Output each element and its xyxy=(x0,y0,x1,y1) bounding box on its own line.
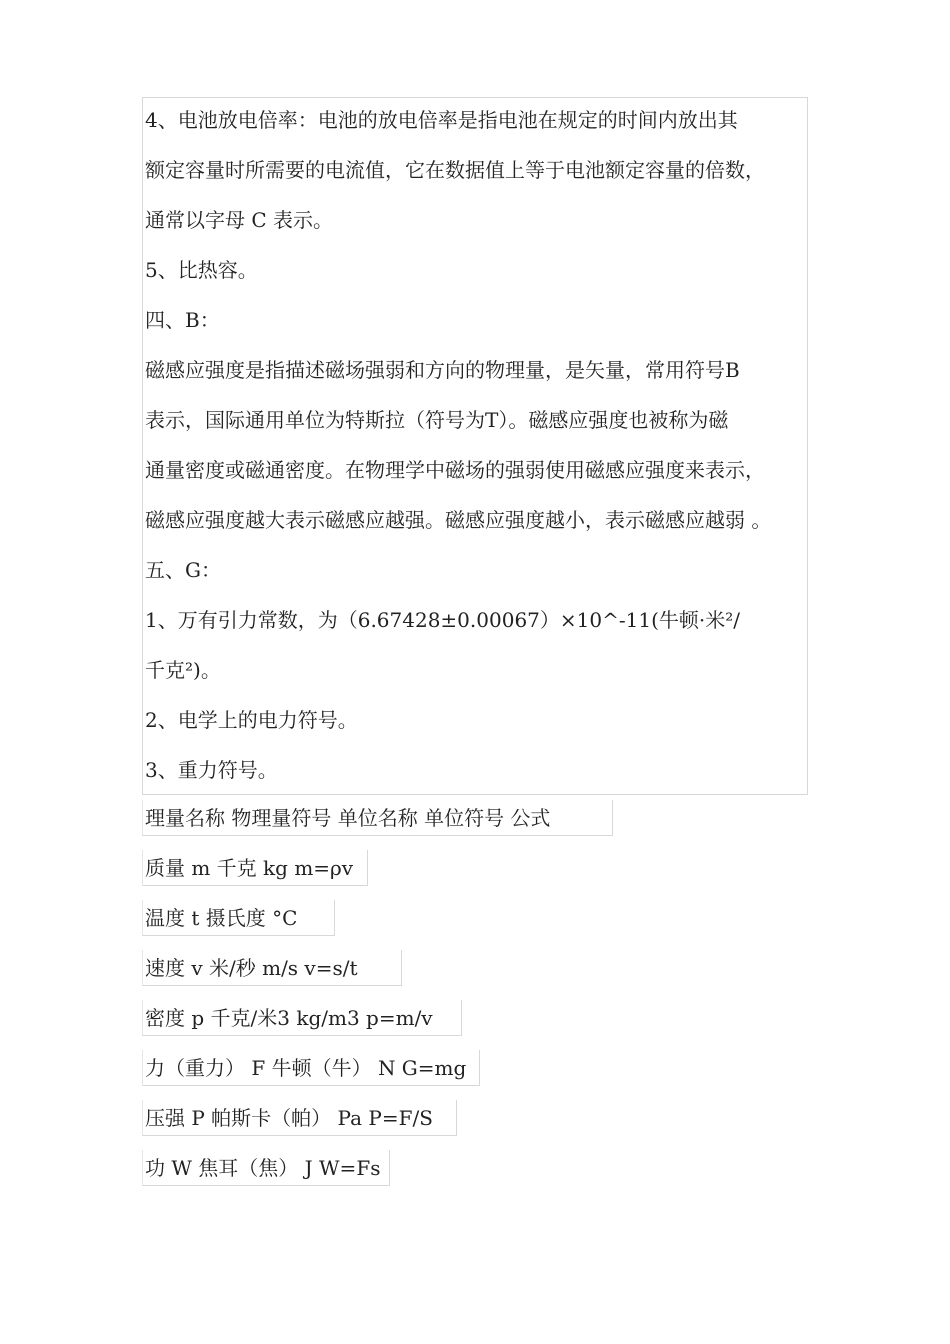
paragraph-line: 5、比热容。 xyxy=(145,258,258,282)
paragraph-line: 磁感应强度是指描述磁场强弱和方向的物理量，是矢量，常用符号B xyxy=(145,358,740,382)
paragraph-line: 3、重力符号。 xyxy=(145,758,278,782)
paragraph-line: 通常以字母 C 表示。 xyxy=(145,208,334,232)
table-row: 速度 v 米/秒 m/s v=s/t xyxy=(145,956,358,980)
paragraph-line: 2、电学上的电力符号。 xyxy=(145,708,358,732)
table-row: 温度 t 摄氏度 °C xyxy=(145,906,298,930)
table-row: 密度 p 千克/米3 kg/m3 p=m/v xyxy=(145,1006,433,1030)
table-row: 压强 P 帕斯卡（帕） Pa P=F/S xyxy=(145,1106,433,1130)
table-row: 质量 m 千克 kg m=ρv xyxy=(145,856,354,880)
table-row: 力（重力） F 牛顿（牛） N G=mg xyxy=(145,1056,467,1080)
paragraph-line: 1、万有引力常数，为（6.67428±0.00067）×10^-11(牛顿·米²/ xyxy=(145,608,740,632)
paragraph-line: 通量密度或磁通密度。在物理学中磁场的强弱使用磁感应强度来表示， xyxy=(145,458,765,482)
section-heading: 四、B： xyxy=(145,308,220,332)
paragraph-line: 4、电池放电倍率：电池的放电倍率是指电池在规定的时间内放出其 xyxy=(145,108,738,132)
paragraph-line: 磁感应强度越大表示磁感应越强。磁感应强度越小，表示磁感应越弱 。 xyxy=(145,508,772,532)
paragraph-line: 额定容量时所需要的电流值，它在数据值上等于电池额定容量的倍数， xyxy=(145,158,765,182)
section-heading: 五、G： xyxy=(145,558,221,582)
table-header-row: 理量名称 物理量符号 单位名称 单位符号 公式 xyxy=(145,806,551,830)
text-block-border xyxy=(142,97,808,795)
paragraph-line: 千克²)。 xyxy=(145,658,221,682)
paragraph-line: 表示，国际通用单位为特斯拉（符号为T）。磁感应强度也被称为磁 xyxy=(145,408,729,432)
table-row: 功 W 焦耳（焦） J W=Fs xyxy=(145,1156,381,1180)
